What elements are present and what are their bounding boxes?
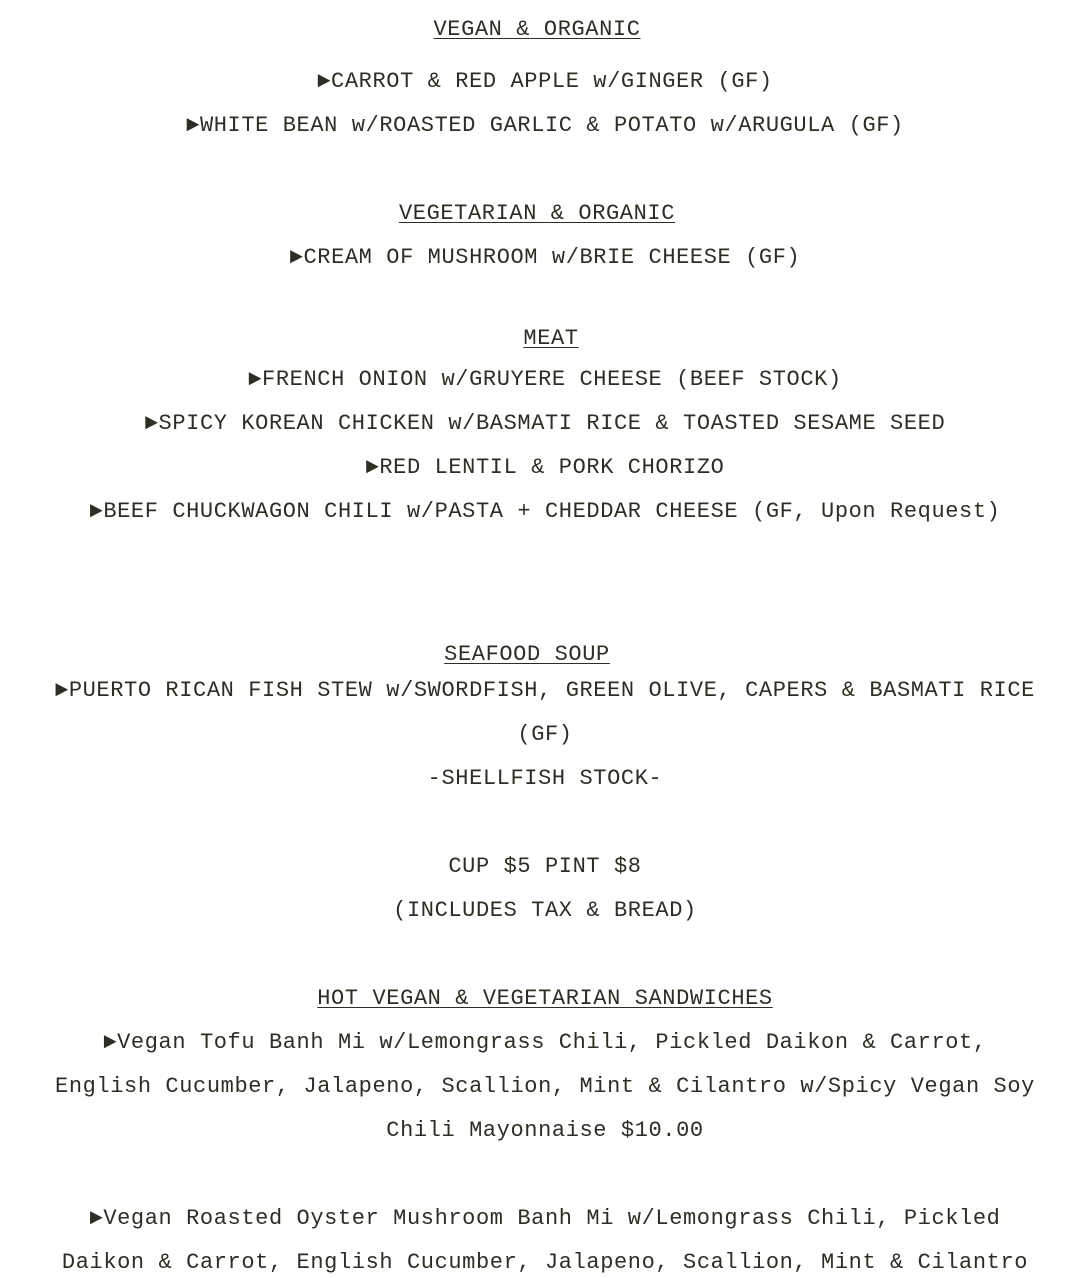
stock-note: -SHELLFISH STOCK- (427, 766, 663, 791)
section-heading-sandwiches: HOT VEGAN & VEGETARIAN SANDWICHES (317, 986, 773, 1011)
menu-item-cream-of-mushroom: ►CREAM OF MUSHROOM w/BRIE CHEESE (GF) (289, 245, 801, 270)
menu-item-lentil-chorizo: ►RED LENTIL & PORK CHORIZO (365, 455, 725, 480)
section-heading-vegetarian: VEGETARIAN & ORGANIC (398, 201, 676, 226)
menu-item-french-onion: ►FRENCH ONION w/GRUYERE CHEESE (BEEF STOCK) (248, 367, 842, 392)
menu-item-white-bean: ►WHITE BEAN w/ROASTED GARLIC & POTATO w/ARUGULA (GF) (186, 113, 904, 138)
section-heading-seafood: SEAFOOD SOUP (444, 642, 610, 667)
section-heading-meat: MEAT (523, 326, 579, 351)
price-line: CUP $5 PINT $8 (448, 854, 642, 879)
sandwich-mushroom-line-2: Daikon & Carrot, English Cucumber, Jalapeno, Scallion, Mint & Cilantro (61, 1250, 1029, 1275)
menu-item-carrot-apple: ►CARROT & RED APPLE w/GINGER (GF) (317, 69, 773, 94)
menu-item-korean-chicken: ►SPICY KOREAN CHICKEN w/BASMATI RICE & TOASTED SESAME SEED (144, 411, 946, 436)
menu-item-beef-chili: ►BEEF CHUCKWAGON CHILI w/PASTA + CHEDDAR CHEESE (GF, Upon Request) (89, 499, 1001, 524)
section-heading-vegan: VEGAN & ORGANIC (433, 17, 641, 42)
menu-item-fish-stew: ►PUERTO RICAN FISH STEW w/SWORDFISH, GREEN OLIVE, CAPERS & BASMATI RICE (55, 678, 1035, 703)
sandwich-mushroom-line-1: ►Vegan Roasted Oyster Mushroom Banh Mi w/Lemongrass Chili, Pickled (89, 1206, 1001, 1231)
menu-item-fish-stew-gf: (GF) (517, 722, 573, 747)
sandwich-tofu-line-3: Chili Mayonnaise $10.00 (386, 1118, 704, 1143)
sandwich-tofu-line-2: English Cucumber, Jalapeno, Scallion, Mint & Cilantro w/Spicy Vegan Soy (55, 1074, 1035, 1099)
sandwich-tofu-line-1: ►Vegan Tofu Banh Mi w/Lemongrass Chili, Pickled Daikon & Carrot, (103, 1030, 987, 1055)
price-note: (INCLUDES TAX & BREAD) (393, 898, 697, 923)
